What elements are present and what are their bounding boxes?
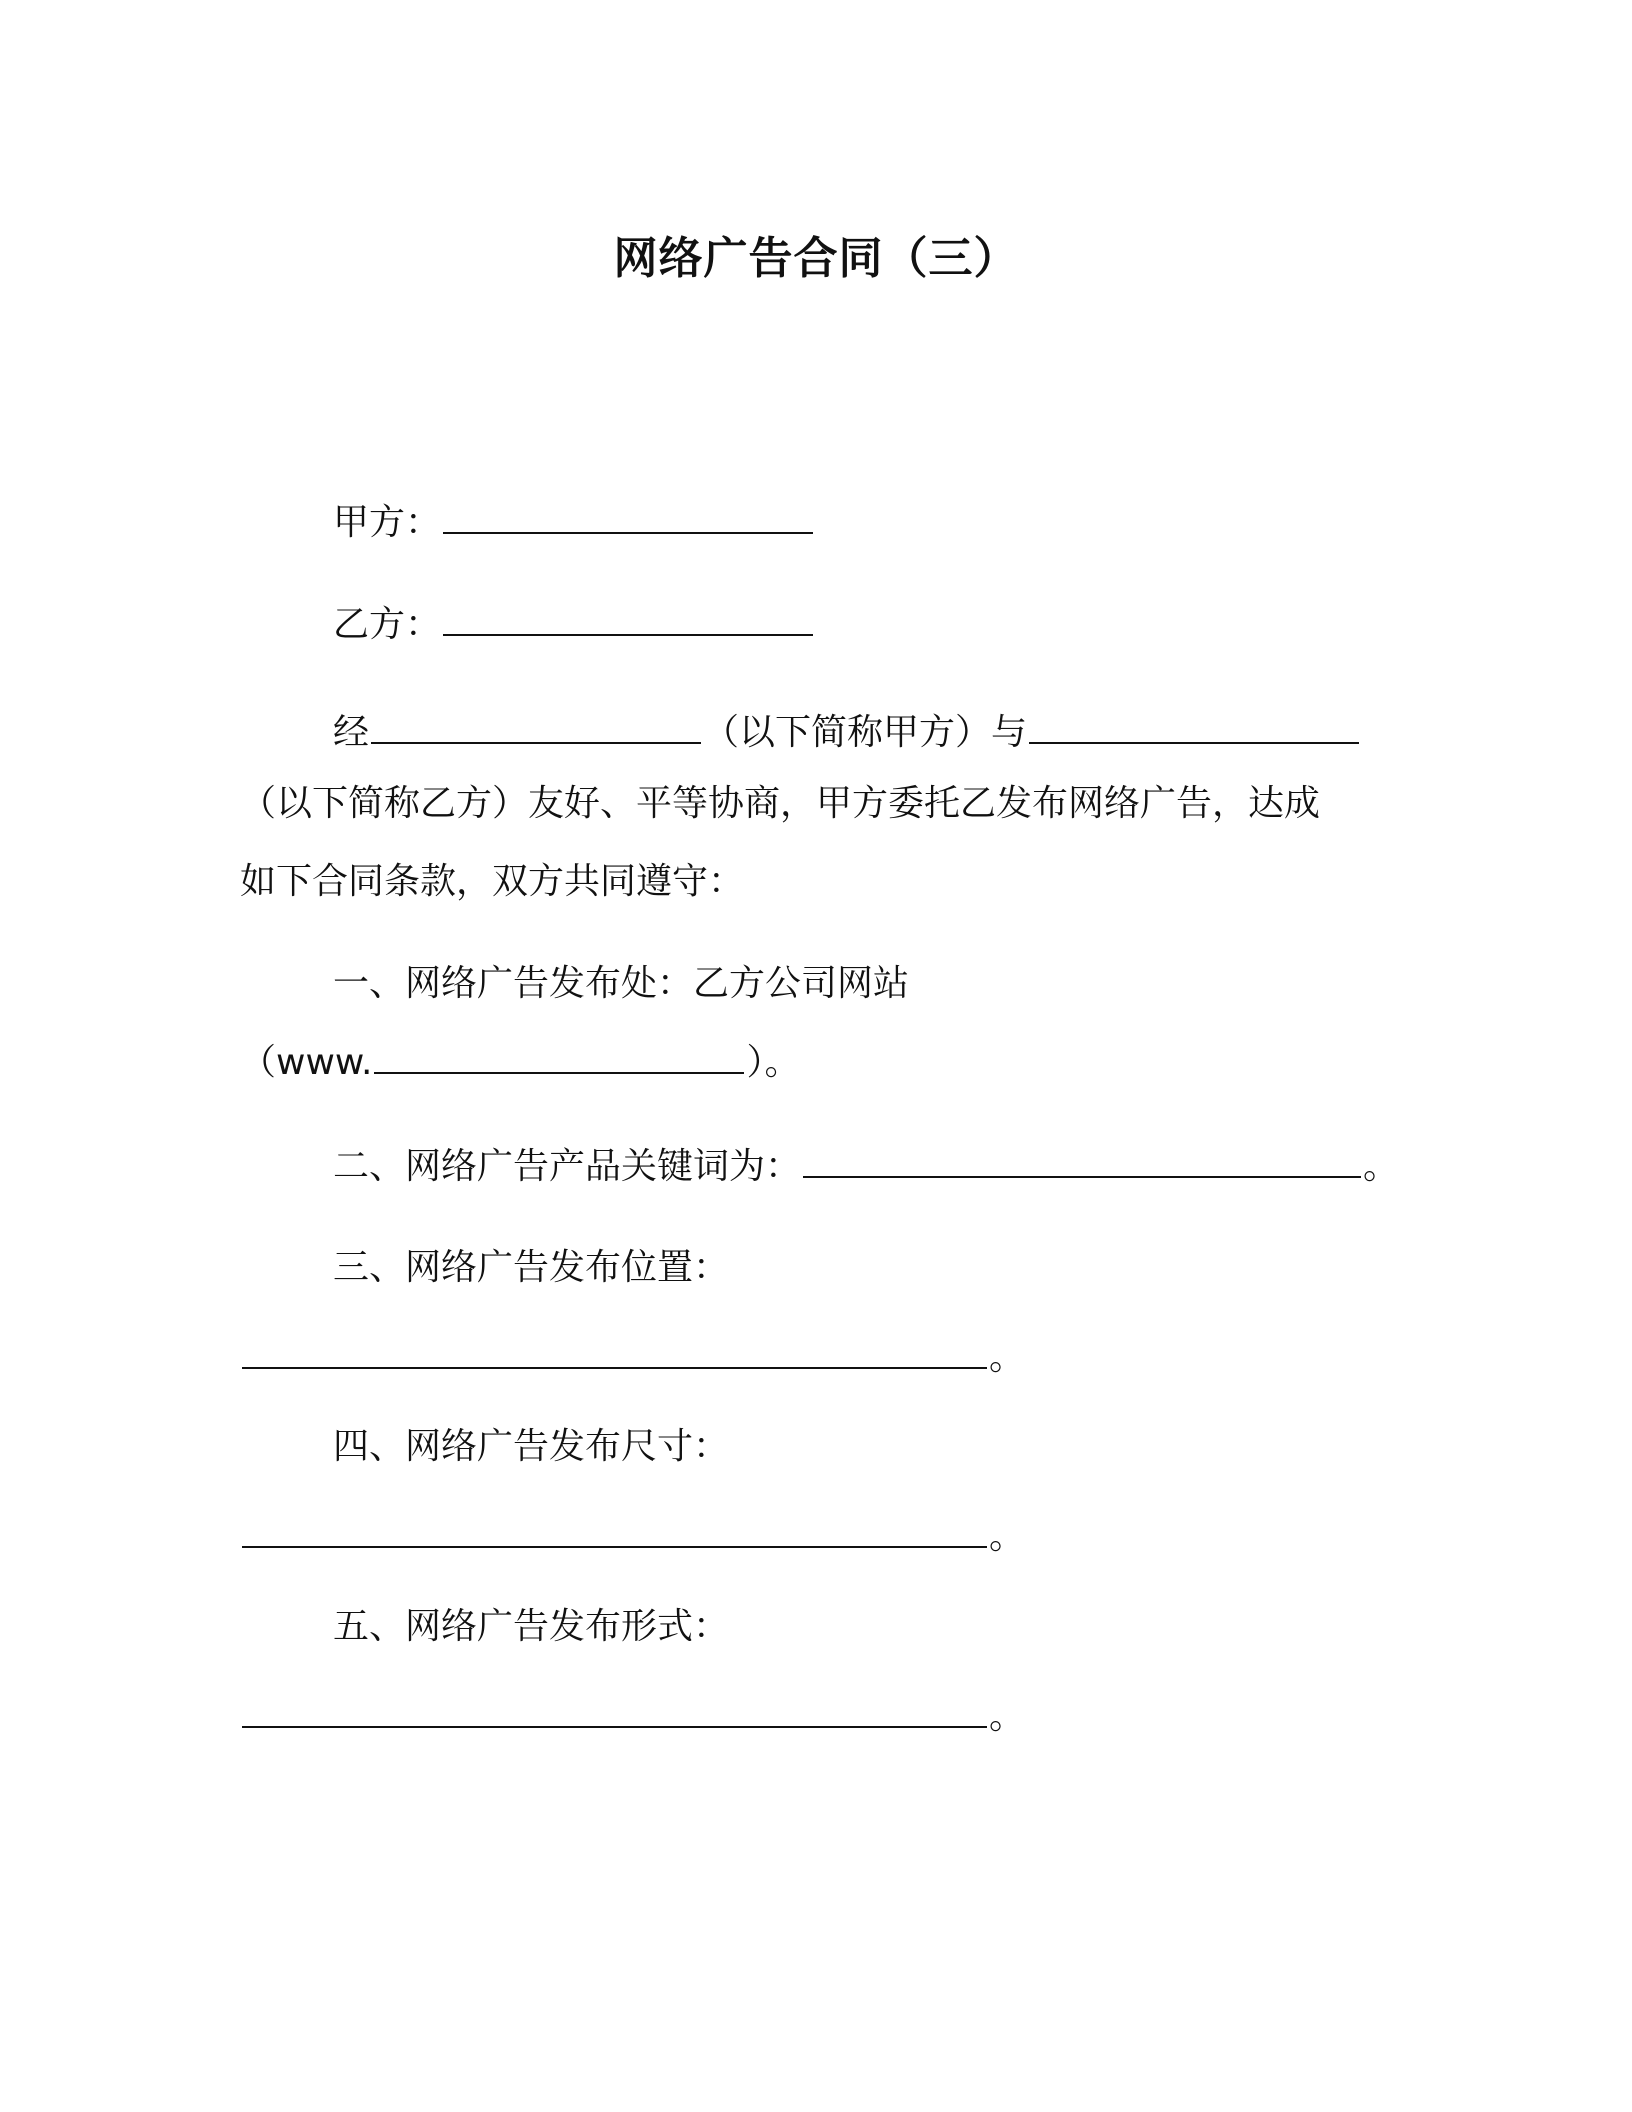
intro-middle: （以下简称甲方）与 (703, 712, 1028, 754)
intro-party-a-blank[interactable] (371, 708, 701, 744)
clause2-heading: 二、网络广告产品关键词为： (333, 1146, 802, 1188)
intro-party-b-blank[interactable] (1029, 708, 1359, 744)
clause3-heading: 三、网络广告发布位置： (333, 1247, 730, 1288)
clause2-blank[interactable] (803, 1142, 1361, 1178)
party-b-label: 乙方： (333, 604, 442, 646)
clause1-url-suffix: ）。 (746, 1042, 801, 1084)
clause5-end: 。 (989, 1696, 1026, 1738)
party-a-label: 甲方： (333, 502, 442, 544)
clause1-url-line (240, 1038, 801, 1087)
party-b-line (333, 600, 815, 649)
clause4-fill-line (240, 1512, 1025, 1561)
intro-line-2: （以下简称乙方）友好、平等协商，甲方委托乙发布网络广告，达成 (240, 783, 1321, 824)
clause4-blank[interactable] (242, 1512, 987, 1548)
clause4-end: 。 (989, 1516, 1026, 1558)
clause3-end: 。 (989, 1337, 1026, 1379)
clause4-heading: 四、网络广告发布尺寸： (333, 1426, 730, 1467)
clause5-fill-line (240, 1692, 1025, 1741)
party-a-blank[interactable] (443, 498, 813, 534)
intro-line-1 (333, 708, 1361, 757)
clause2-end: 。 (1363, 1146, 1400, 1188)
document-title: 网络广告合同（三） (613, 233, 1019, 284)
clause5-blank[interactable] (242, 1692, 987, 1728)
clause2-line (333, 1142, 1399, 1191)
clause1-heading: 一、网络广告发布处：乙方公司网站 (333, 963, 910, 1004)
party-a-line (333, 498, 815, 547)
party-b-blank[interactable] (443, 600, 813, 636)
clause3-blank[interactable] (242, 1333, 987, 1369)
clause1-url-prefix: （www. (240, 1042, 373, 1084)
intro-line-3: 如下合同条款，双方共同遵守： (240, 861, 745, 902)
intro-prefix: 经 (333, 712, 370, 754)
clause1-url-blank[interactable] (374, 1038, 744, 1074)
clause5-heading: 五、网络广告发布形式： (333, 1606, 730, 1647)
clause3-fill-line (240, 1333, 1025, 1382)
